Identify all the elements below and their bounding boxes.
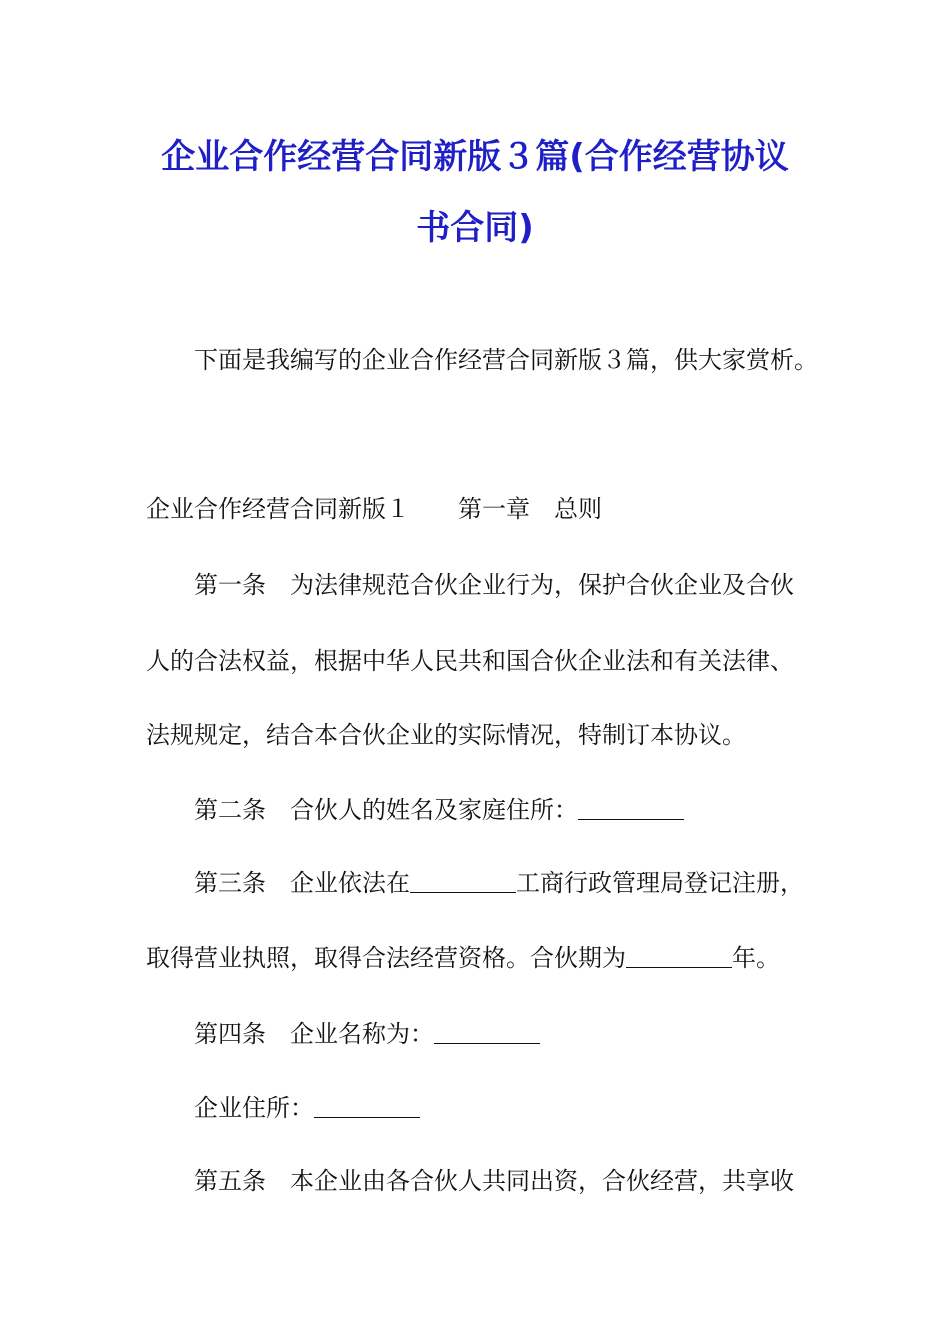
document-title-line-1: 企业合作经营合同新版３篇(合作经营协议 (161, 137, 789, 177)
partner-address-blank (578, 797, 684, 820)
article-1-line-3: 法规规定，结合本合伙企业的实际情况，特制订本协议。 (146, 721, 746, 749)
company-address (194, 1093, 816, 1123)
article-5-line-1: 第五条 本企业由各合伙人共同出资，合伙经营，共享收 (194, 1167, 794, 1195)
article-3-text-b: 工商行政管理局登记注册， (516, 869, 804, 897)
section-heading: 企业合作经营合同新版１ 第一章 总则 (146, 495, 602, 523)
registration-bureau-blank (410, 870, 516, 893)
company-address-blank (314, 1095, 420, 1118)
article-2-text: 第二条 合伙人的姓名及家庭住所： (194, 796, 578, 824)
article-3-text-d: 年。 (732, 944, 780, 972)
intro-paragraph: 下面是我编写的企业合作经营合同新版３篇，供大家赏析。 (194, 346, 818, 374)
article-3-line-1 (194, 868, 816, 898)
partnership-term-blank (626, 945, 732, 968)
article-4 (194, 1019, 816, 1049)
document-title-line-2: 书合同) (416, 208, 534, 248)
article-2 (194, 795, 816, 825)
article-1-line-2: 人的合法权益，根据中华人民共和国合伙企业法和有关法律、 (146, 647, 794, 675)
company-address-text: 企业住所： (194, 1094, 314, 1122)
article-3-text-c: 取得营业执照，取得合法经营资格。合伙期为 (146, 944, 626, 972)
article-3-line-2 (146, 943, 816, 973)
article-1-line-1: 第一条 为法律规范合伙企业行为，保护合伙企业及合伙 (194, 571, 794, 599)
article-4-text: 第四条 企业名称为： (194, 1020, 434, 1048)
article-3-text-a: 第三条 企业依法在 (194, 869, 410, 897)
company-name-blank (434, 1021, 540, 1044)
